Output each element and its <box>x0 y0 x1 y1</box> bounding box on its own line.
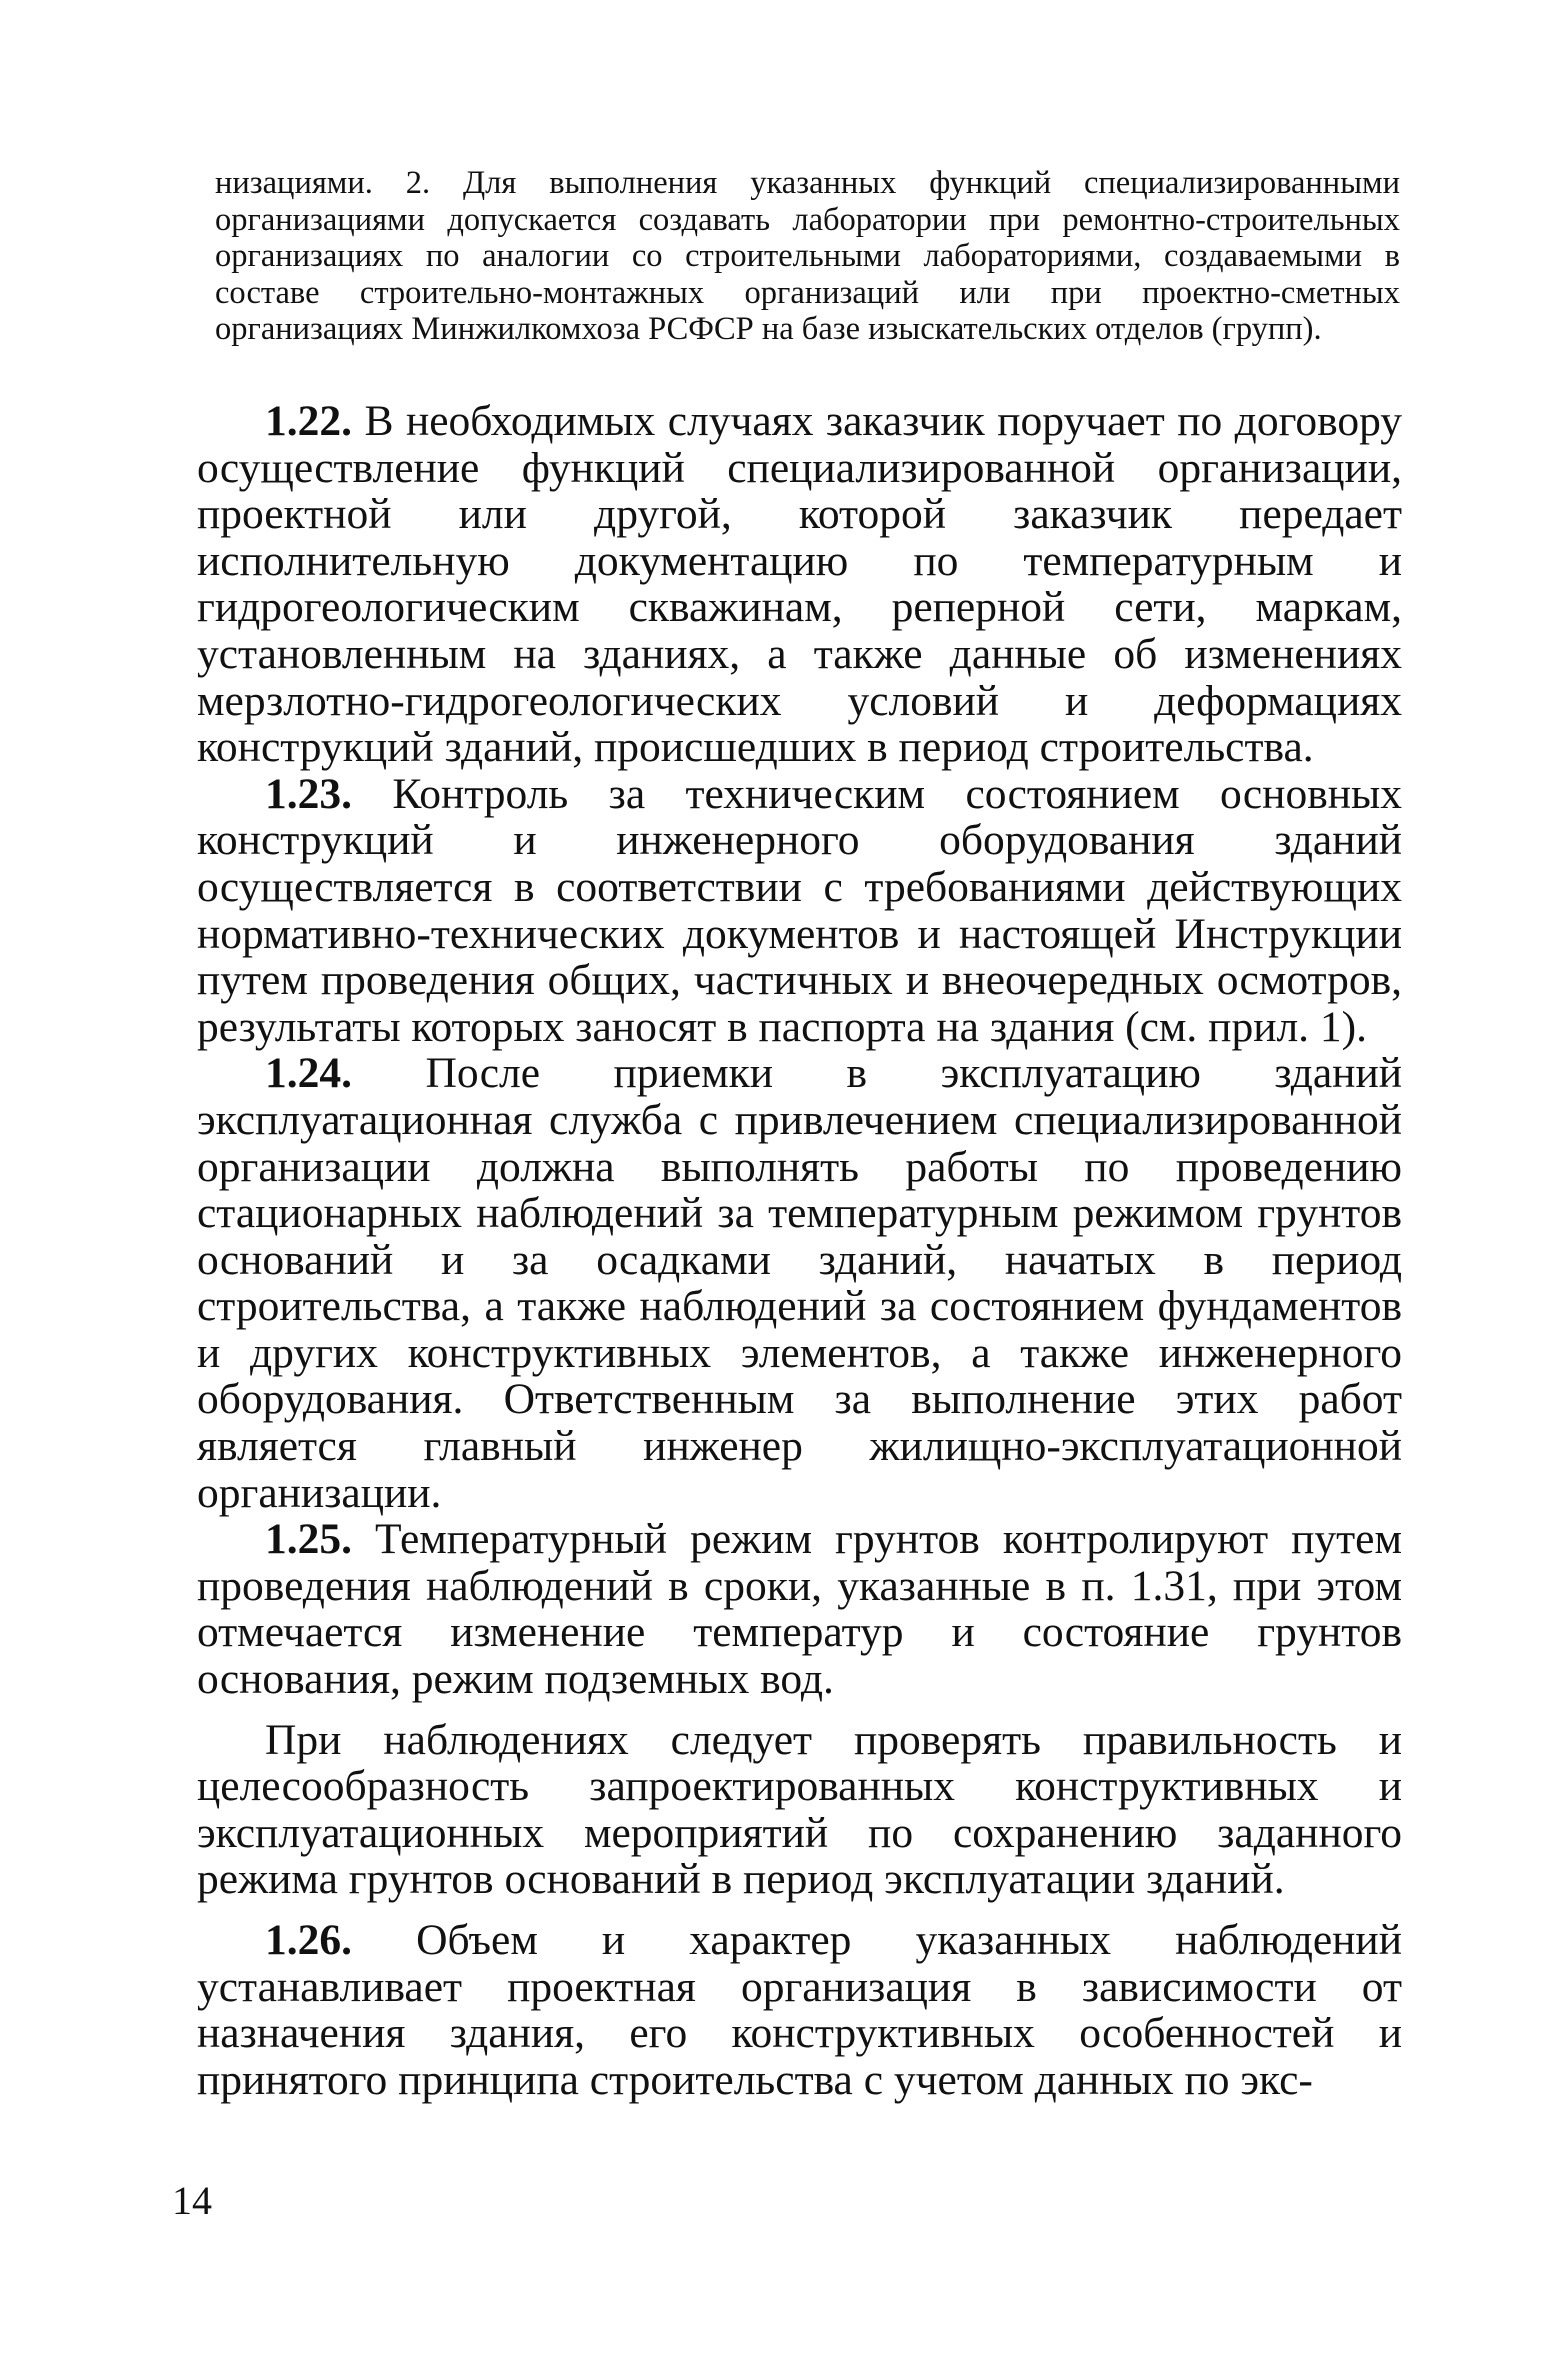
paragraph-1-23 <box>197 771 1402 1051</box>
paragraph-text: Объем и характер указанных наблюдений устанавливает проектная организация в зависимости от назначения здания, его конструктивных особенностей и принятого принципа строительства с учетом данных по экс- <box>197 1916 1402 2104</box>
paragraph-text: Температурный режим грунтов контролируют путем проведения наблюдений в сроки, указанные в п. 1.31, при этом отмечается изменение температур и состояние грунтов основания, режим подземных вод. <box>197 1515 1403 1704</box>
paragraph-observations <box>197 1717 1402 1903</box>
paragraph-number: 1.23. <box>265 769 352 818</box>
paragraph-1-25 <box>197 1516 1402 1702</box>
paragraph-text: В необходимых случаях заказчик поручает по договору осуществление функций специализированной организации, проектной или другой, которой заказчик передает исполнительную документацию по температурным и гидрогеологическим скважинам, реперной сети, маркам, установленным на зданиях, а также данные об изменениях мерзлотно-гидрогеологических условий и деформациях конструкций зданий, происшедших в период строительства. <box>197 397 1402 772</box>
paragraph-number: 1.25. <box>265 1515 352 1564</box>
paragraph-1-24 <box>197 1050 1402 1516</box>
paragraph-number: 1.22. <box>265 397 352 445</box>
paragraph-number: 1.26. <box>265 1916 352 1964</box>
page-number: 14 <box>172 2178 212 2223</box>
paragraph-text: Контроль за техническим состоянием основных конструкций и инженерного оборудования зданий осуществляется в соответствии с требованиями действующих нормативно-технических документов и настоящей Инструкции путем проведения общих, частичных и внеочередных осмотров, результаты которых заносят в паспорта на здания (см. прил. 1). <box>197 769 1402 1051</box>
paragraph-text: При наблюдениях следует проверять правильность и целесообразность запроектированных конструктивных и эксплуатационных мероприятий по сохранению заданного режима грунтов оснований в период эксплуатации зданий. <box>197 1715 1402 1904</box>
intro-paragraph: низациями. 2. Для выполнения указанных функций специализированными организациями допускается создавать лаборатории при ремонтно-строительных организациях по аналогии со строительными лабораториями, создаваемыми в составе строительно-монтажных организаций или при проектно-сметных организациях Минжилкомхоза РСФСР на базе изыскательских отделов (групп). <box>215 165 1400 347</box>
paragraph-text: После приемки в эксплуатацию зданий эксплуатационная служба с привлечением специализированной организации должна выполнять работы по проведению стационарных наблюдений за температурным режимом грунтов оснований и за осадками зданий, начатых в период строительства, а также наблюдений за состоянием фундаментов и других конструктивных элементов, а также инженерного оборудования. Ответственным за выполнение этих работ является главный инженер жилищно-эксплуатационной организации. <box>197 1049 1403 1517</box>
paragraph-1-22 <box>197 398 1402 771</box>
main-text <box>197 398 1402 2103</box>
paragraph-number: 1.24. <box>265 1049 352 1098</box>
paragraph-1-26 <box>197 1917 1402 2103</box>
